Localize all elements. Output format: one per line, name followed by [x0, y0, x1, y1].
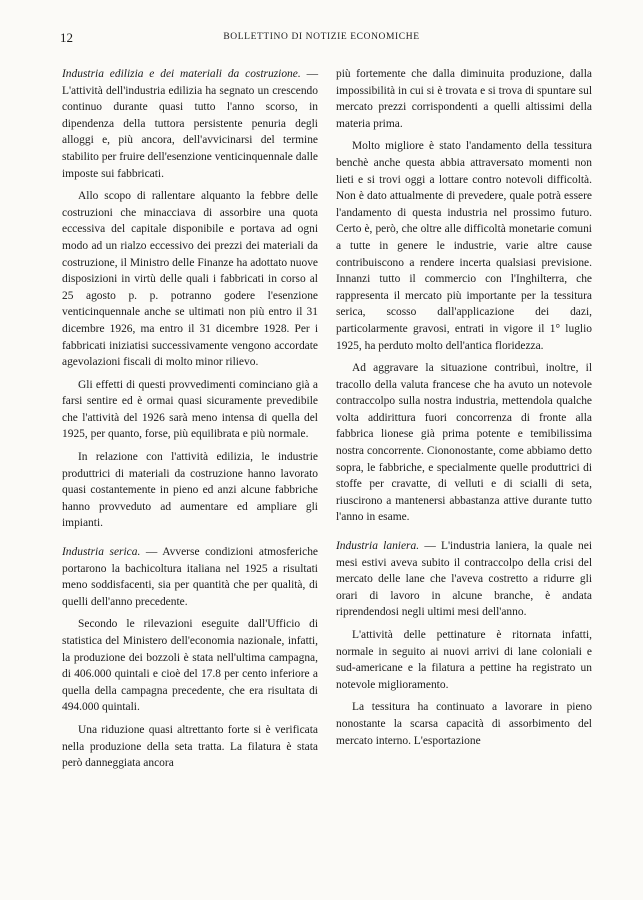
paragraph: Allo scopo di rallentare alquanto la febbre delle costruzioni che minacciava di assorbire una quota eccessiva del capitale disponibile e portava ad ogni modo ad un rialzo eccessivo dei prezzi dei materiali da costruzione, il Ministro delle Finanze ha adottato nuove disposizioni in virtù delle quali i fabbricati in corso al 25 agosto p. p. potranno godere l'esenzione venticinquennale anche se ultimati non più entro il 31 dicembre 1926, ma entro il 31 dicembre 1928. Per i fabbricati iniziatisi successivamente vengono accordate agevolazioni fiscali di molto minor rilievo.: [62, 190, 318, 369]
running-title: BOLLETTINO DI NOTIZIE ECONOMICHE: [223, 32, 420, 42]
paragraph: Una riduzione quasi altrettanto forte si è verificata nella produzione della seta tratta. La filatura è stata però danneggiata ancora: [62, 723, 318, 770]
section-laniera-intro: [336, 538, 592, 621]
right-column: [336, 66, 592, 755]
section-serica-intro: [62, 544, 318, 610]
paragraph: In relazione con l'attività edilizia, le industrie produttrici di materiali da costruzione hanno lavorato quasi costantemente in pieno ed anzi alcune fabbriche hanno provveduto ad aumentare ed ampliare gli impianti.: [62, 451, 318, 530]
left-column: [62, 66, 318, 778]
paragraph: La tessitura ha continuato a lavorare in pieno nonostante la scarsa capacità di assorbimento del mercato interno. L'esportazione: [336, 701, 592, 747]
section-title-serica: Industria serica.: [62, 546, 141, 559]
page-number: 12: [60, 30, 73, 45]
paragraph: Molto migliore è stato l'andamento della tessitura benchè anche questa abbia attraversato momenti non lieti e si trovi oggi a lottare contro notevoli difficoltà. Non è dato attualmente di prevedere, quale potrà essere l'andamento di questa industria nel prossimo futuro. Certo è, però, che oltre alle difficoltà monetarie comuni a tutte in genere le industrie, varie altre cause contribuiscono a rendere incerta qualsiasi previsione. Innanzi tutto il commercio con l'Inghilterra, che rappresenta il mercato più importante per la tessitura serica, scosso dall'applicazione dei dazi, particolarmente gravosi, entrati in vigore il 1° luglio 1925, ha perduto molto dell'antica floridezza.: [336, 140, 592, 352]
paragraph: L'attività delle pettinature è ritornata infatti, normale in seguito ai nuovi arrivi di lane coloniali e sud-americane e la filatura a pettine ha registrato un notevole miglioramento.: [336, 629, 592, 691]
page-header: [0, 30, 643, 50]
paragraph-text: — L'attività dell'industria edilizia ha segnato un crescendo continuo durante quasi tutto l'anno scorso, in dipendenza della tuttora persistente penuria degli alloggi e, più ancora, dell'avvicinarsi del termine stabilito per fruire dell'esenzione venticinquennale dalle imposte sui fabbricati.: [62, 68, 319, 180]
section-title-laniera: Industria laniera.: [336, 540, 420, 553]
paragraph-text: — Avverse condizioni atmosferiche portarono la bachicoltura italiana nel 1925 a risultati meno soddisfacenti, sia per quantità che per qualità, di quelli dell'anno precedente.: [62, 546, 318, 608]
paragraph-text: — L'industria laniera, la quale nei mesi estivi aveva subito il contraccolpo della crisi del mercato delle lane che l'aveva costretto a ridurre gli orari di lavoro in alcune branche, è andata riprendendosi negli ultimi mesi dell'anno.: [336, 540, 593, 619]
paragraph: Gli effetti di questi provvedimenti cominciano già a farsi sentire ed è ormai quasi sicuramente prevedibile che l'attività del 1926 sarà meno intensa di quella del 1925, per quanto, forse, più equilibrata e più normale.: [62, 378, 318, 441]
paragraph: Ad aggravare la situazione contribuì, inoltre, il tracollo della valuta francese che ha avuto un notevole contraccolpo sulla nostra industria, mettendola qualche volta addirittura fuori concorrenza di fronte alla fabbrica lionese già prima potente e temibilissima nostra concorrente. Ciononostante, come abbiamo detto sopra, le fabbriche, e specialmente quelle produttrici di stoffe per cravatte, di velluti e di scialli di seta, riuscirono a mantenersi abbastanza attive durante tutto l'anno in esame.: [336, 362, 592, 524]
paragraph: più fortemente che dalla diminuita produzione, dalla impossibilità in cui si è trovata e si trova di spuntare sul mercato prezzi corrispondenti a quelli altissimi della materia prima.: [336, 68, 592, 130]
section-edilizia-intro: [62, 66, 318, 182]
paragraph: Secondo le rilevazioni eseguite dall'Ufficio di statistica del Ministero dell'economia nazionale, infatti, la produzione dei bozzoli è stata nell'ultima campagna, di 406.000 quintali e cioè del 17.8 per cento inferiore a quella della campagna precedente, che era risultata di 494.000 quintali.: [62, 618, 318, 714]
section-title-edilizia: Industria edilizia e dei materiali da costruzione.: [62, 68, 301, 80]
